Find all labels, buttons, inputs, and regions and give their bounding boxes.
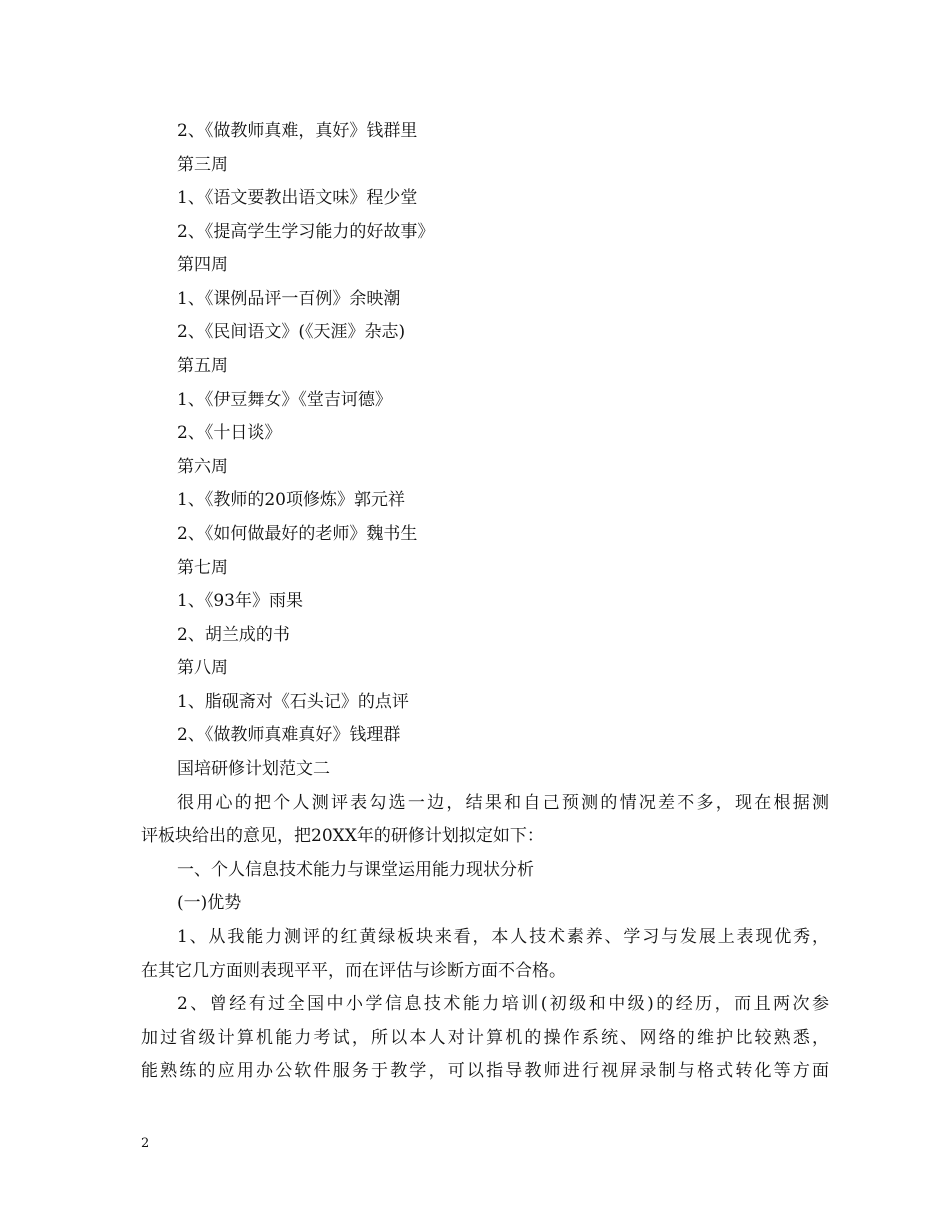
section-heading: 一、个人信息技术能力与课堂运用能力现状分析: [177, 860, 534, 880]
paragraph-line: 加过省级计算机能力考试，所以本人对计算机的操作系统、网络的维护比较熟悉，: [141, 1028, 829, 1048]
document-title: 国培研修计划范文二: [177, 759, 330, 779]
text-line: 1、脂砚斋对《石头记》的点评: [177, 692, 409, 712]
paragraph-line: 很用心的把个人测评表勾选一边，结果和自己预测的情况差不多，现在根据测: [177, 793, 829, 813]
text-line: 2、《十日谈》: [177, 423, 282, 443]
section-heading: 第八周: [177, 658, 228, 678]
text-line: 1、《93年》雨果: [177, 591, 303, 611]
text-line: 1、《课例品评一百例》余映潮: [177, 289, 401, 309]
text-line: 2、《做教师真难真好》钱理群: [177, 725, 401, 745]
section-heading: 第六周: [177, 457, 228, 477]
text-line: 2、《如何做最好的老师》魏书生: [177, 524, 418, 544]
text-line: 2、《提高学生学习能力的好故事》: [177, 222, 435, 242]
text-line: 1、《教师的20项修炼》郭元祥: [177, 490, 405, 510]
section-heading: 第五周: [177, 356, 228, 376]
text-line: 1、《伊豆舞女》《堂吉诃德》: [177, 390, 392, 410]
paragraph-line: 在其它几方面则表现平平，而在评估与诊断方面不合格。: [141, 961, 566, 981]
paragraph-line: 能熟练的应用办公软件服务于教学，可以指导教师进行视屏录制与格式转化等方面: [141, 1061, 829, 1081]
paragraph-line: 评板块给出的意见，把20XX年的研修计划拟定如下：: [141, 826, 544, 846]
paragraph-line: 2、曾经有过全国中小学信息技术能力培训(初级和中级)的经历，而且两次参: [177, 994, 829, 1014]
page-number: 2: [141, 1136, 150, 1151]
text-line: 2、《做教师真难，真好》钱群里: [177, 121, 418, 141]
text-line: 2、《民间语文》(《天涯》杂志): [177, 322, 406, 342]
paragraph-line: 1、从我能力测评的红黄绿板块来看，本人技术素养、学习与发展上表现优秀，: [177, 927, 829, 947]
section-heading: 第三周: [177, 155, 228, 175]
section-heading: 第四周: [177, 255, 228, 275]
text-line: 2、胡兰成的书: [177, 625, 290, 645]
section-heading: 第七周: [177, 558, 228, 578]
text-line: 1、《语文要教出语文味》程少堂: [177, 188, 418, 208]
subsection-heading: (一)优势: [177, 893, 242, 913]
